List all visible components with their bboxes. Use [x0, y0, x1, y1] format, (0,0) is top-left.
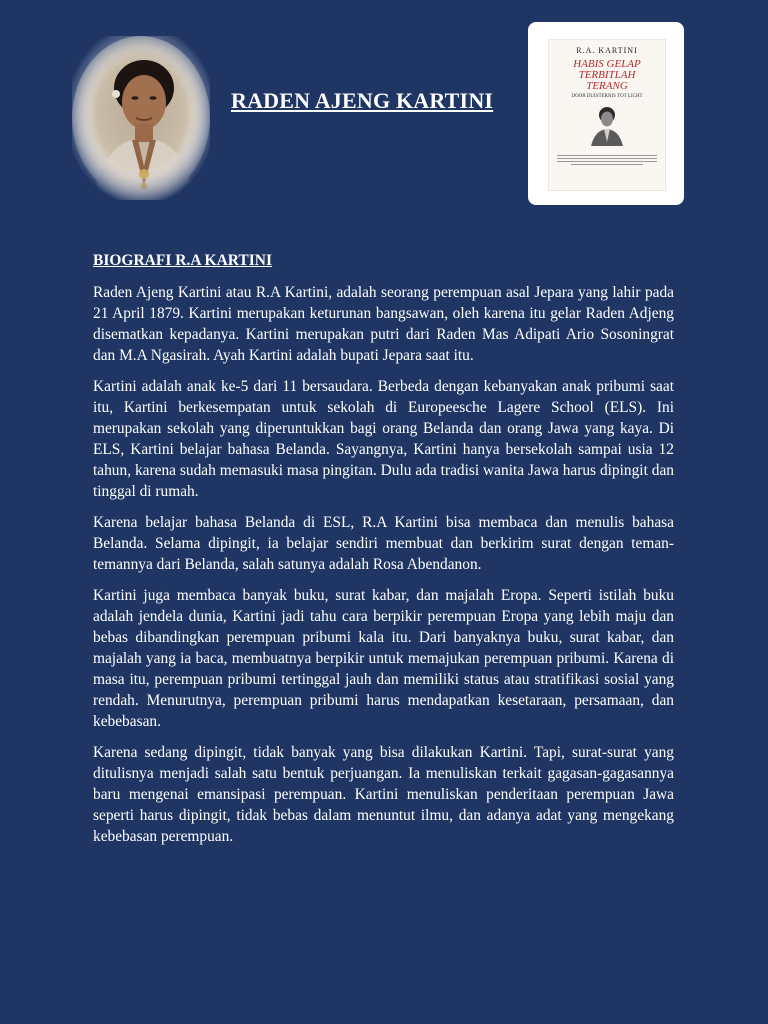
paragraph: Raden Ajeng Kartini atau R.A Kartini, adalah seorang perempuan asal Jepara yang lahir pada 21 April 1879. Kartini merupakan keturunan bangsawan, oleh karena itu gelar Raden Adjeng disematkan kepadanya. Kartini merupakan putri dari Raden Mas Adipati Ario Sosoningrat dan M.A Ngasirah. Ayah Kartini adalah bupati Jepara saat itu. — [93, 284, 674, 364]
book-portrait-illustration — [587, 102, 627, 146]
paragraph: Karena belajar bahasa Belanda di ESL, R.A Kartini bisa membaca dan menulis bahasa Belanda. Selama dipingit, ia belajar sendiri membuat dan berkirim surat dengan teman-temannya dari Belanda, salah satunya adalah Rosa Abendanon. — [93, 514, 674, 573]
portrait-illustration — [72, 36, 210, 200]
paragraph: Karena sedang dipingit, tidak banyak yang bisa dilakukan Kartini. Tapi, surat-surat yang ditulisnya menjadi salah satu bentuk perjuangan. Ia menuliskan terkait gagasan-gagasannya baru mengenai emansipasi perempuan. Kartini menuliskan penderitaan perempuan Jawa seperti harus dipingit, tidak bebas dalam menuntut ilmu, dan adanya adat yang mengekang kebebasan perempuan. — [93, 744, 674, 845]
book-subtitle: DOOR DUISTERNIS TOT LICHT — [571, 94, 643, 99]
book-title-line: HABIS GELAP — [573, 58, 641, 70]
book-title — [549, 59, 665, 92]
book-title-line: TERBITLAH — [578, 69, 636, 81]
biography-content — [93, 282, 674, 857]
book-title-line: TERANG — [586, 80, 628, 92]
book-cover — [548, 39, 666, 191]
paragraph: Kartini adalah anak ke-5 dari 11 bersaudara. Berbeda dengan kebanyakan anak pribumi saat itu, Kartini berkesempatan untuk sekolah di Europeesche Lagere School (ELS). Ini merupakan sekolah yang diperuntukkan bagi orang Belanda dan orang Jawa yang kaya. Di ELS, Kartini belajar bahasa Belanda. Sayangnya, Kartini hanya bersekolah sampai usia 12 tahun, karena sudah memasuki masa pingitan. Dulu ada tradisi wanita Jawa harus dipingit dan tinggal di rumah. — [93, 378, 674, 500]
paragraph: Kartini juga membaca banyak buku, surat kabar, dan majalah Eropa. Seperti istilah buku adalah jendela dunia, Kartini jadi tahu cara berpikir perempuan Eropa yang lebih maju dan bebas dibandingkan perempuan pribumi kala itu. Dari banyaknya buku, surat kabar, dan majalah yang ia baca, membuatnya berpikir untuk memajukan perempuan pribumi. Karena di masa itu, perempuan pribumi tertinggal jauh dan memiliki status atau stratifikasi sosial yang rendah. Menurutnya, perempuan pribumi harus mendapatkan kesetaraan, persamaan, dan kebebasan. — [93, 587, 674, 730]
kartini-portrait — [72, 36, 210, 200]
section-heading: BIOGRAFI R.A KARTINI — [93, 252, 273, 269]
page-title: RADEN AJENG KARTINI — [231, 88, 494, 113]
book-card — [528, 22, 684, 205]
book-quote-lines — [557, 155, 657, 165]
book-author: R.A. KARTINI — [576, 46, 638, 55]
